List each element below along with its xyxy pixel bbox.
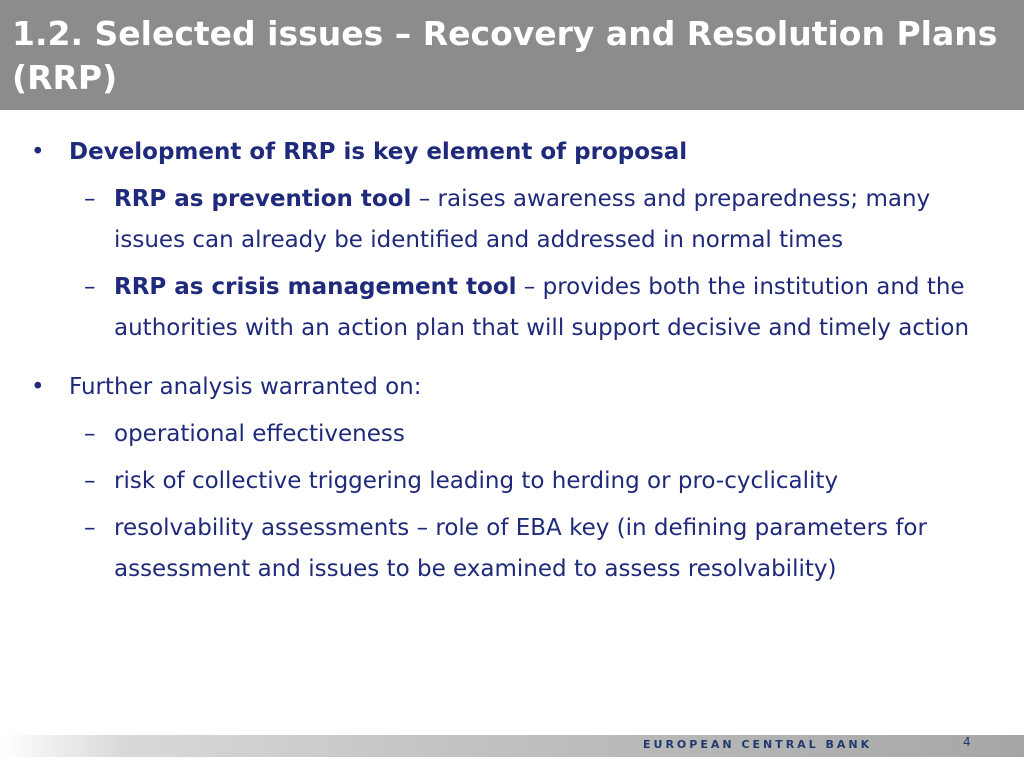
slide-title: 1.2. Selected issues – Recovery and Resolution Plans (RRP) — [12, 14, 998, 97]
bullet-heading: Further analysis warranted on: — [69, 374, 422, 400]
sub-item — [0, 461, 1024, 502]
sub-item-bold: RRP as prevention tool — [114, 186, 412, 212]
footer-brand: EUROPEAN CENTRAL BANK — [643, 738, 873, 751]
bullet-item — [0, 367, 1024, 408]
sub-item — [0, 267, 1024, 349]
sub-item-text: – raises awareness and preparedness; many issues can already be identified and addressed in normal times — [114, 186, 931, 253]
sub-item — [0, 508, 1024, 590]
dash-marker: – — [84, 515, 96, 541]
bullet-marker: • — [31, 374, 45, 400]
dash-marker: – — [84, 274, 96, 300]
sub-item — [0, 179, 1024, 261]
bullet-marker: • — [31, 139, 45, 165]
sub-item-text: resolvability assessments – role of EBA key (in defining parameters for assessment and issues to be examined to assess resolvability) — [114, 515, 927, 582]
bullet-heading: Development of RRP is key element of proposal — [69, 139, 688, 165]
dash-marker: – — [84, 186, 96, 212]
sub-item-text: – provides both the institution and the authorities with an action plan that will support decisive and timely action — [114, 274, 970, 341]
dash-marker: – — [84, 468, 96, 494]
sub-item — [0, 414, 1024, 455]
title-bar — [0, 0, 1024, 110]
bullet-item — [0, 132, 1024, 173]
slide-content — [0, 132, 1024, 590]
dash-marker: – — [84, 421, 96, 447]
sub-item-text: operational effectiveness — [114, 421, 405, 447]
page-number: 4 — [963, 735, 971, 749]
sub-item-text: risk of collective triggering leading to herding or pro-cyclicality — [114, 468, 839, 494]
sub-item-bold: RRP as crisis management tool — [114, 274, 517, 300]
